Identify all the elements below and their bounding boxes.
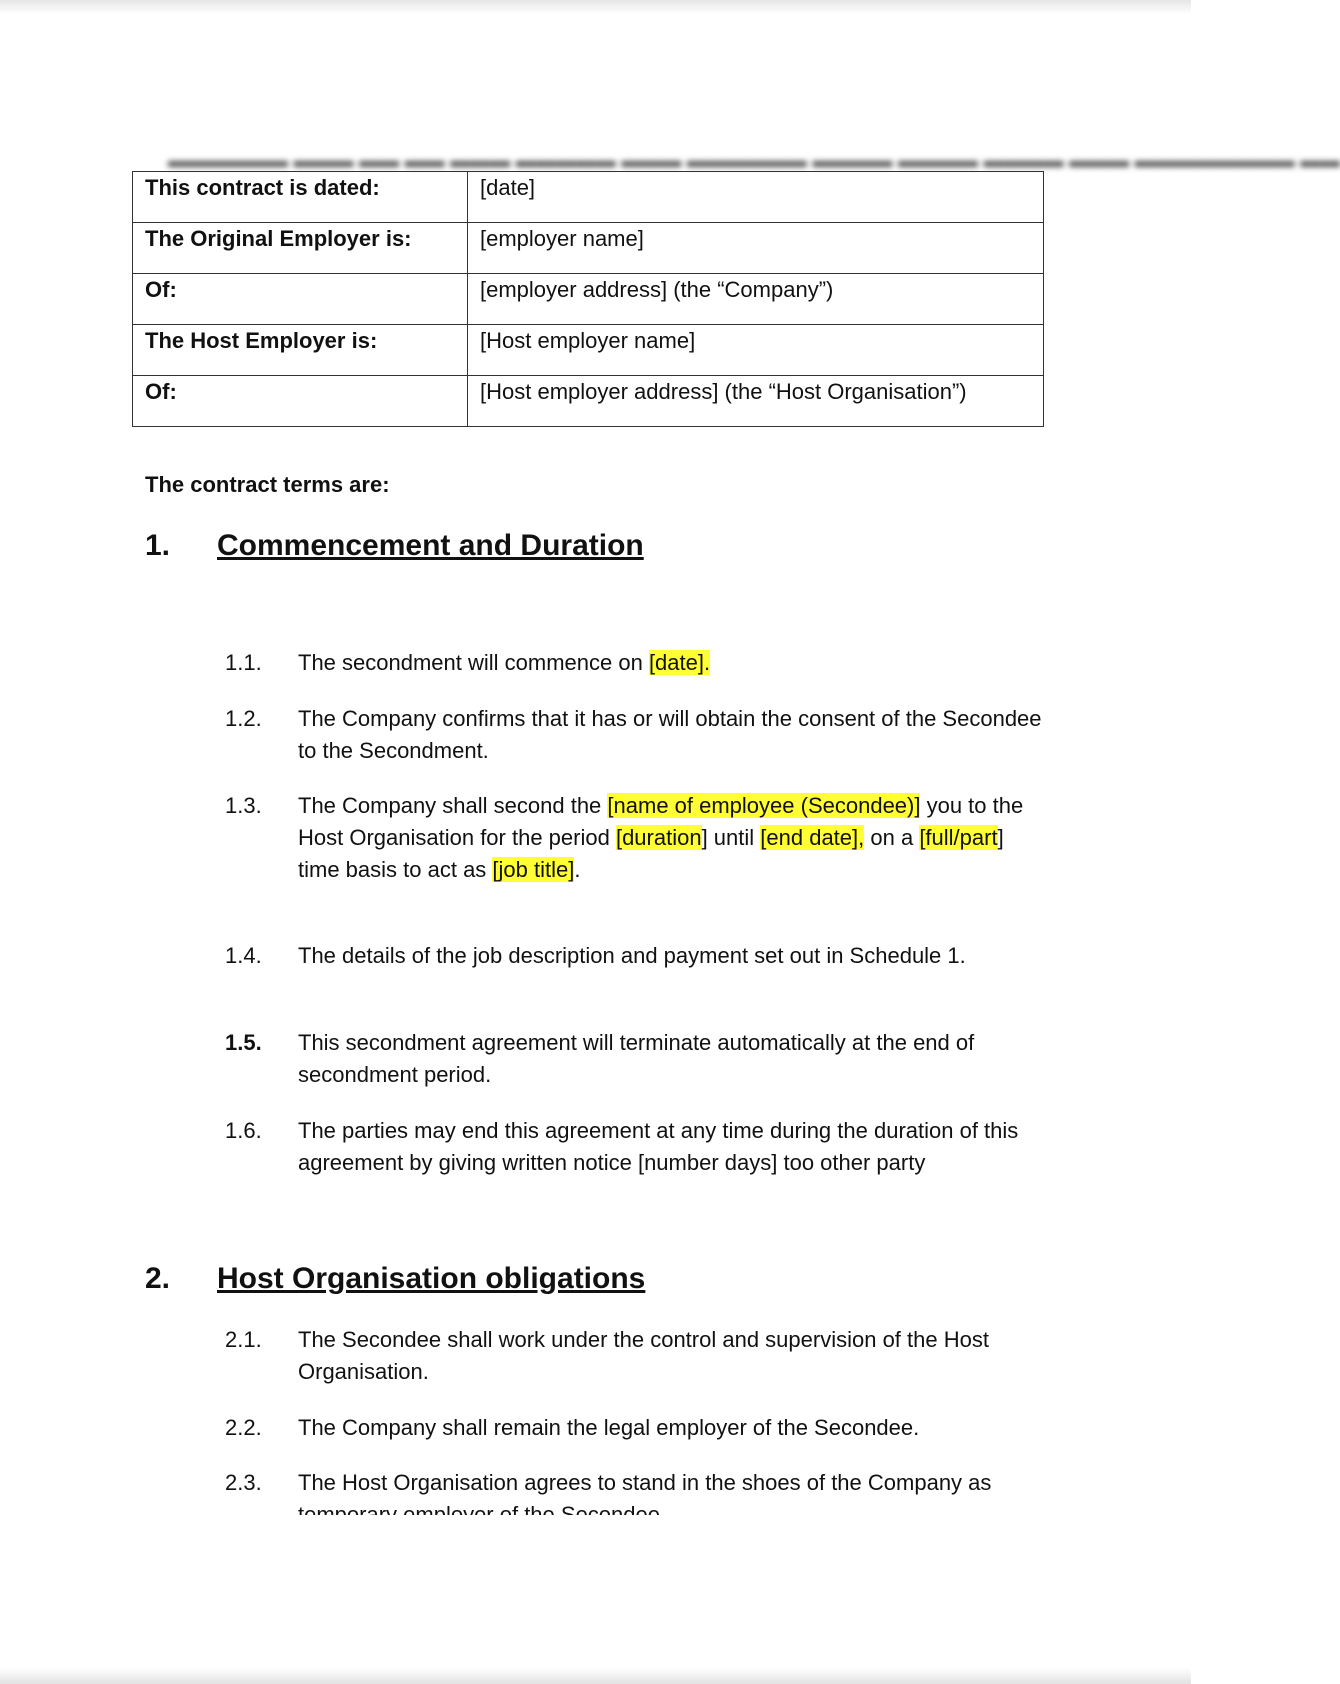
clause-text-run: . [574,857,581,882]
highlighted-placeholder: [date]. [648,650,711,675]
clause-text: The Company shall remain the legal employer of the Secondee. [298,1415,920,1440]
section-number: 2. [145,1262,171,1295]
clause-number: 1.3. [225,793,262,818]
table-row [133,223,1044,274]
clause-text: The parties may end this agreement at any time during the duration of this agreement by giving written notice [number days] too other party [298,1118,1019,1175]
party-value: [employer address] (the “Company”) [468,274,1044,325]
clause-text-run: ] time basis to act as [298,825,1004,882]
party-value: [Host employer name] [468,325,1044,376]
clause-number: 1.2. [225,706,262,731]
clause-text [298,647,1045,679]
party-value: [Host employer address] (the “Host Organisation”) [468,376,1044,427]
clause-text-run: ] until [701,825,761,850]
page-top-shadow [0,0,1191,14]
clause-number: 1.1. [225,650,262,675]
table-row [133,274,1044,325]
section-number: 1. [145,529,171,562]
clause-number: 1.4. [225,943,262,968]
parties-table [132,171,1044,427]
clause-text [298,790,1045,886]
clause-text: The Secondee shall work under the control and supervision of the Host Organisation. [298,1327,989,1384]
party-label: This contract is dated: [133,172,468,223]
table-row [133,172,1044,223]
highlighted-placeholder: [end date], [760,825,865,850]
party-label: Of: [133,376,468,427]
blurred-preview-line: ▬▬▬▬▬▬ ▬▬▬ ▬▬ ▬▬ ▬▬▬ ▬▬▬▬▬ ▬▬▬ ▬▬▬▬▬▬ ▬▬▬▬ ▬▬▬▬ ▬▬▬▬ ▬▬▬ ▬▬▬▬▬▬▬▬ ▬▬ [168,150,1340,172]
highlighted-placeholder: [full/part [919,825,998,850]
page-preview-cutoff [0,1515,1191,1675]
clause-text: The Company confirms that it has or will obtain the consent of the Secondee to the Secondment. [298,706,1042,763]
party-label: The Original Employer is: [133,223,468,274]
clause-number: 1.5. [225,1030,262,1055]
clause-text-run: The secondment will commence on [298,650,649,675]
clause-text: The Host Organisation agrees to stand in the shoes of the Company as [298,1470,992,1495]
highlighted-placeholder: [name of employee (Secondee)] [607,793,921,818]
clause-number: 2.2. [225,1415,262,1440]
party-label: Of: [133,274,468,325]
clause-text-run: you to the Host Organisation for the period [298,793,1024,850]
clause-number: 2.1. [225,1327,262,1352]
highlighted-placeholder: [duration [615,825,702,850]
party-value: [date] [468,172,1044,223]
clause-text-run: The Company shall second the [298,793,608,818]
clause-number: 2.3. [225,1470,262,1495]
party-label: The Host Employer is: [133,325,468,376]
party-value: [employer name] [468,223,1044,274]
clause-text-run: on a [864,825,920,850]
table-row [133,325,1044,376]
section-title: Commencement and Duration [217,529,644,562]
contract-terms-label: The contract terms are: [145,472,390,497]
highlighted-placeholder: [job title] [492,857,575,882]
page-bottom-shadow [0,1668,1191,1684]
clause-text: The details of the job description and payment set out in Schedule 1. [298,943,966,968]
section-title: Host Organisation obligations [217,1262,646,1295]
clause-text: This secondment agreement will terminate automatically at the end of secondment period. [298,1030,975,1087]
clause-number: 1.6. [225,1118,262,1143]
table-row [133,376,1044,427]
